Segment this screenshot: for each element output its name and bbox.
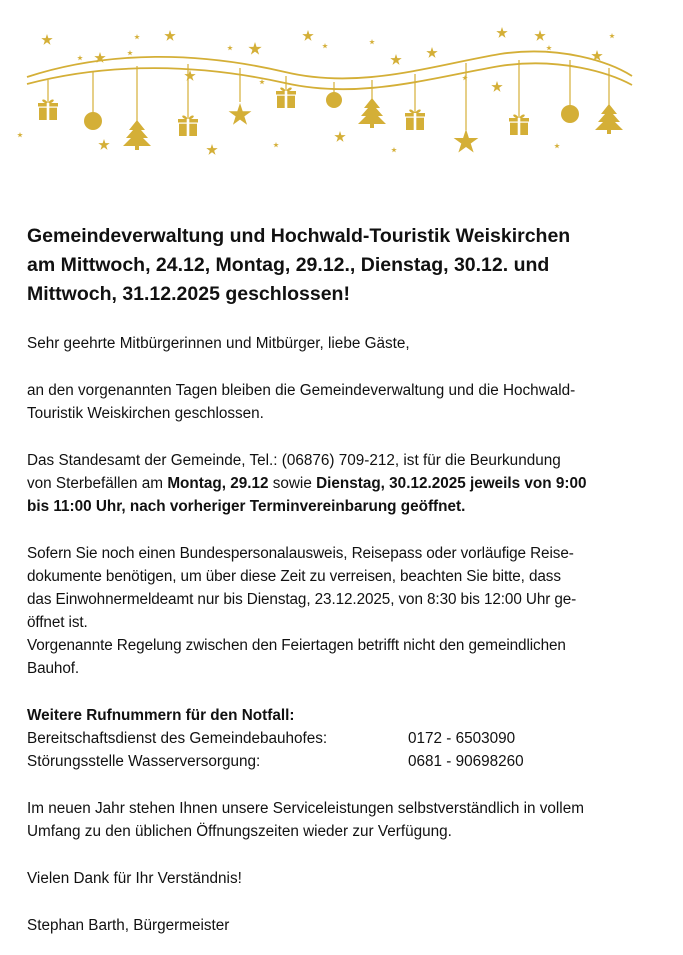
emergency-row: Bereitschaftsdienst des Gemeindebauhofes: 0172 - 6503090 (27, 727, 635, 750)
thanks-line: Vielen Dank für Ihr Verständnis! (27, 870, 242, 887)
star-icon (454, 129, 479, 153)
gift-icon (38, 100, 58, 120)
greeting: Sehr geehrte Mitbürgerinnen und Mitbürger, liebe Gäste, (27, 335, 410, 352)
registry-office-paragraph: Das Standesamt der Gemeinde, Tel.: (06876) 709-212, ist für die Beurkundung von Sterbefällen am Montag, 29.12 sowie Dienstag, 30.12.2025 jeweils von 9:00 bis 11:00 Uhr, nach vorheriger Terminvereinbarung geöffnet. (27, 452, 587, 515)
title-line: Mittwoch, 31.12.2025 geschlossen! (27, 283, 350, 305)
christmas-garland-decoration (0, 0, 683, 175)
title-line: Gemeindeverwaltung und Hochwald-Touristik Weiskirchen (27, 225, 571, 247)
signature: Stephan Barth, Bürgermeister (27, 917, 230, 934)
gift-icon (509, 115, 529, 135)
emergency-heading: Weitere Rufnummern für den Notfall: (27, 707, 295, 724)
scattered-stars (17, 27, 615, 155)
tree-icon (595, 104, 623, 134)
tree-icon (358, 98, 386, 128)
gift-icon (276, 88, 296, 108)
phone-number: 0172 - 6503090 (408, 730, 516, 747)
gift-icon (178, 116, 198, 136)
bauble-icon (326, 92, 342, 108)
title-line: am Mittwoch, 24.12, Montag, 29.12., Dienstag, 30.12. und (27, 254, 550, 276)
star-icon (229, 103, 252, 125)
bauble-icon (561, 105, 579, 123)
garland-strand (27, 63, 632, 89)
phone-number: 0681 - 90698260 (408, 753, 524, 770)
emergency-row: Störungsstelle Wasserversorgung: 0681 - 90698260 (27, 750, 635, 773)
new-year-paragraph: Im neuen Jahr stehen Ihnen unsere Serviceleistungen selbstverständlich in vollem Umfang zu den üblichen Öffnungszeiten wieder zur Verfügung. (27, 800, 584, 840)
tree-icon (123, 120, 151, 150)
residents-office-paragraph: Sofern Sie noch einen Bundespersonalausweis, Reisepass oder vorläufige Reise- dokumente benötigen, um über diese Zeit zu verreisen, beachten Sie bitte, dass das Einwohnermeldeamt nur bis Dienstag, 23.12.2025, von 8:30 bis 12:00 Uhr ge- öffnet ist. Vorgenannte Regelung zwischen den Feiertagen betrifft nicht den gemeindlichen Bauhof. (27, 545, 577, 677)
notice-body (27, 222, 635, 937)
notice-title (27, 222, 635, 309)
bauble-icon (84, 112, 102, 130)
garland-strand (27, 51, 632, 78)
emergency-numbers (27, 704, 635, 773)
closure-paragraph: an den vorgenannten Tagen bleiben die Gemeindeverwaltung und die Hochwald- Touristik Weiskirchen geschlossen. (27, 382, 576, 422)
